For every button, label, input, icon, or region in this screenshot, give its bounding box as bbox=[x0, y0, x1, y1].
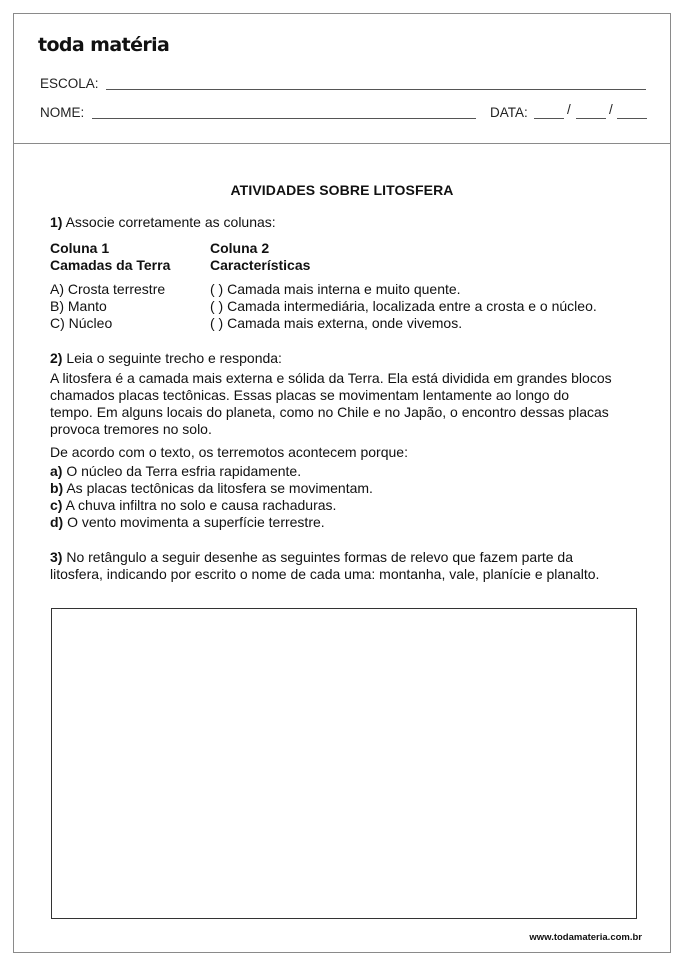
col2-title: Coluna 2 bbox=[210, 240, 270, 256]
drawing-area[interactable] bbox=[51, 608, 637, 919]
date-label: DATA: bbox=[490, 105, 528, 120]
q2-option-d[interactable] bbox=[50, 514, 325, 531]
date-separator: / bbox=[567, 102, 571, 117]
q2-passage: A litosfera é a camada mais externa e sólida da Terra. Ela está dividida em grandes blocos chamados placas tectônicas. Essas placas se movimentam lentamente ao longo do tempo. Em alguns locais do planeta, como no Chile e no Japão, o encontro dessas placas provoca tremores no solo. bbox=[50, 370, 612, 437]
option-letter: d) bbox=[50, 514, 64, 530]
col1-item: C) Núcleo bbox=[50, 315, 113, 331]
school-field[interactable] bbox=[106, 89, 646, 90]
school-label: ESCOLA: bbox=[40, 76, 99, 91]
page-title: ATIVIDADES SOBRE LITOSFERA bbox=[230, 182, 454, 198]
date-separator: / bbox=[609, 102, 613, 117]
q3-text: No retângulo a seguir desenhe as seguintes formas de relevo que fazem parte da litosfera, indicando por escrito o nome de cada uma: montanha, vale, planície e planalto. bbox=[50, 549, 600, 582]
date-day-field[interactable] bbox=[534, 118, 564, 119]
option-text: A chuva infiltra no solo e causa rachaduras. bbox=[65, 497, 337, 513]
col1-title: Coluna 1 bbox=[50, 240, 110, 256]
footer-url: www.todamateria.com.br bbox=[529, 932, 642, 943]
brand-logo: toda matéria bbox=[38, 34, 170, 56]
option-letter: a) bbox=[50, 463, 63, 479]
q3-number: 3) bbox=[50, 549, 63, 565]
q2-number: 2) bbox=[50, 350, 63, 366]
date-year-field[interactable] bbox=[617, 118, 647, 119]
col2-item[interactable]: ( ) Camada intermediária, localizada entre a crosta e o núcleo. bbox=[210, 298, 597, 314]
option-letter: b) bbox=[50, 480, 64, 496]
date-month-field[interactable] bbox=[576, 118, 606, 119]
col1-item: B) Manto bbox=[50, 298, 107, 314]
option-text: As placas tectônicas da litosfera se movimentam. bbox=[66, 480, 373, 496]
header bbox=[14, 14, 670, 144]
q2-question: De acordo com o texto, os terremotos acontecem porque: bbox=[50, 444, 408, 460]
name-label: NOME: bbox=[40, 105, 85, 120]
q2-prompt bbox=[50, 350, 282, 367]
option-text: O vento movimenta a superfície terrestre. bbox=[67, 514, 325, 530]
q2-text: Leia o seguinte trecho e responda: bbox=[66, 350, 282, 366]
q1-text: Associe corretamente as colunas: bbox=[65, 214, 276, 230]
q2-option-c[interactable] bbox=[50, 497, 336, 514]
col1-item: A) Crosta terrestre bbox=[50, 281, 166, 297]
name-field[interactable] bbox=[92, 118, 476, 119]
col2-subtitle: Características bbox=[210, 257, 311, 273]
option-letter: c) bbox=[50, 497, 63, 513]
q3-prompt bbox=[50, 549, 622, 583]
option-text: O núcleo da Terra esfria rapidamente. bbox=[66, 463, 302, 479]
col2-item[interactable]: ( ) Camada mais externa, onde vivemos. bbox=[210, 315, 463, 331]
q1-prompt bbox=[50, 214, 276, 231]
q1-number: 1) bbox=[50, 214, 63, 230]
col2-item[interactable]: ( ) Camada mais interna e muito quente. bbox=[210, 281, 461, 297]
q2-option-a[interactable] bbox=[50, 463, 301, 480]
worksheet bbox=[13, 13, 671, 953]
q2-option-b[interactable] bbox=[50, 480, 373, 497]
col1-subtitle: Camadas da Terra bbox=[50, 257, 171, 273]
